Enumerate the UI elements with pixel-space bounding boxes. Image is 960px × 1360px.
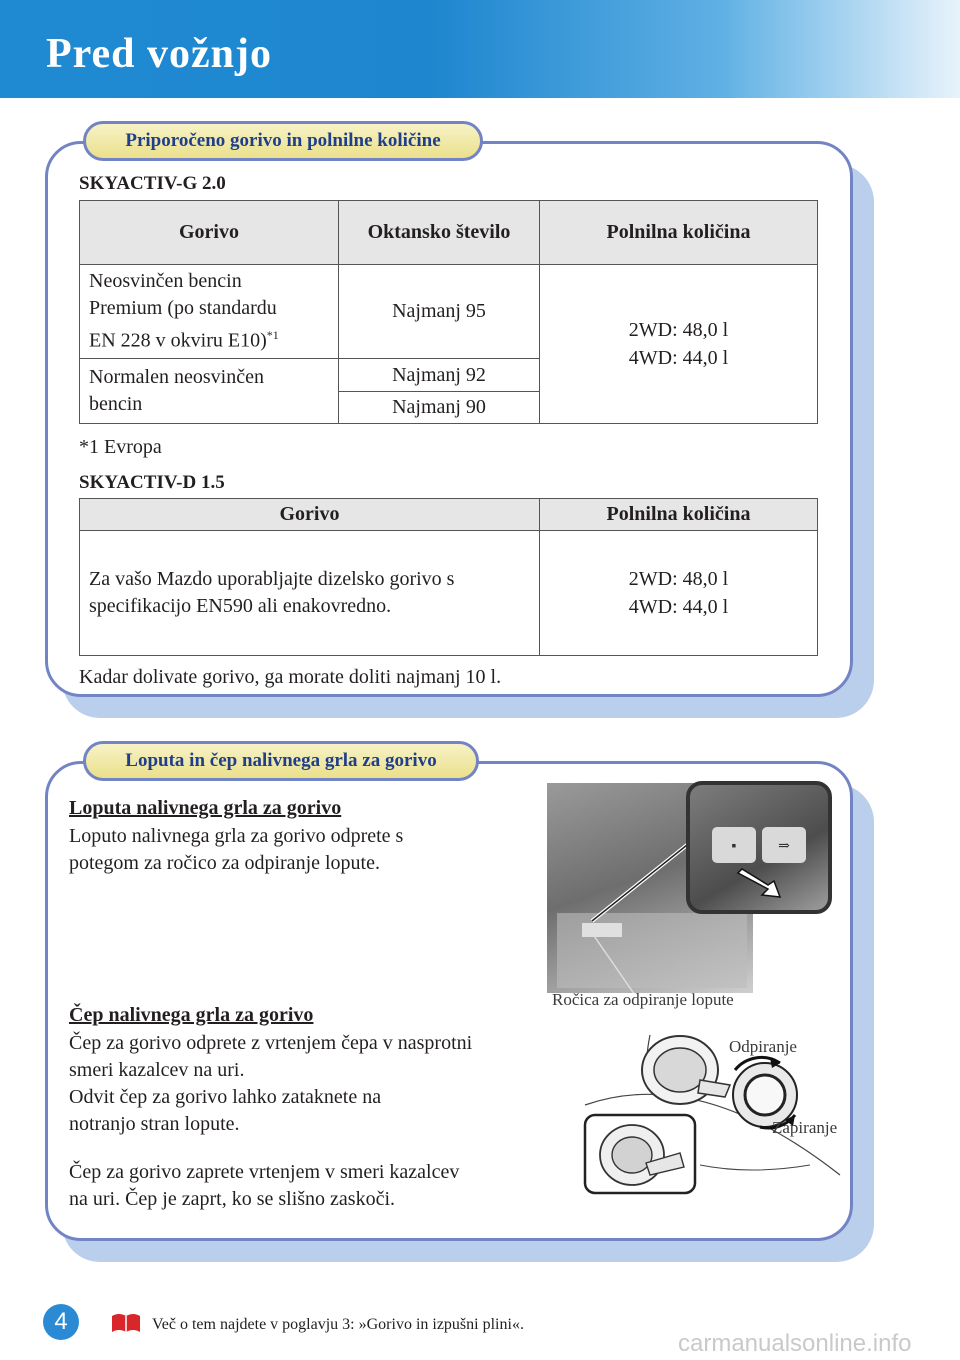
page-title: Pred vožnjo [46,31,273,77]
lever-inset [686,781,832,914]
book-icon [110,1310,142,1334]
footer-reference: Več o tem najdete v poglavju 3: »Gorivo in izpušni plini«. [152,1316,524,1333]
lid-title: Loputa nalivnega grla za gorivo [69,797,342,819]
table-cell-fuel-normal: Normalen neosvinčen bencin [80,359,339,424]
table-header-fuel-d: Gorivo [80,499,540,531]
table-cell-capacity: 2WD: 48,0 l 4WD: 44,0 l [540,265,818,424]
page-number: 4 [43,1304,79,1340]
table-cell-octane-90: Najmanj 90 [339,392,540,424]
cap-description: Čep za gorivo odprete z vrtenjem čepa v nasprotni smeri kazalcev na uri. Odvit čep za gorivo lahko zataknete na notranjo stran lopute. [69,1032,473,1135]
lid-description: Loputo nalivnega grla za gorivo odprete s potegom za ročico za odpiranje lopute. [69,825,404,874]
watermark: carmanualsonline.info [678,1330,912,1357]
skyactiv-g-table [79,200,818,424]
skyactiv-d-title: SKYACTIV-D 1.5 [79,472,225,493]
table-cell-octane-92: Najmanj 92 [339,359,540,392]
svg-text:▪: ▪ [731,839,737,854]
svg-text:⇒: ⇒ [778,839,790,854]
table-cell-diesel-fuel: Za vašo Mazdo uporabljajte dizelsko gorivo s specifikacijo EN590 ali enakovredno. [80,531,540,656]
section1-heading: Priporočeno gorivo in polnilne količine [83,121,483,161]
fuel-cap-illustration [580,1025,850,1200]
lever-inset-drawing [690,785,828,910]
skyactiv-d-table [79,498,818,656]
table-header-octane: Oktansko število [339,201,540,265]
table-cell-fuel-premium: Neosvinčen bencin Premium (po standardu EN 228 v okviru E10)$^{*1}$ [80,265,339,359]
table-cell-octane-95: Najmanj 95 [339,265,540,359]
cap-close-description: Čep za gorivo zaprete vrtenjem v smeri kazalcev na uri. Čep je zaprt, ko se slišno zaskoči. [69,1161,460,1210]
table-header-capacity-d: Polnilna količina [540,499,818,531]
cap-title: Čep nalivnega grla za gorivo [69,1004,314,1026]
refuel-note: Kadar dolivate gorivo, ga morate doliti najmanj 10 l. [79,666,502,688]
footnote-europe: *1 Evropa [79,436,162,458]
label-open: Odpiranje [729,1037,797,1056]
lever-caption: Ročica za odpiranje lopute [552,990,734,1009]
section2-heading: Loputa in čep nalivnega grla za gorivo [83,741,479,781]
table-cell-diesel-capacity: 2WD: 48,0 l 4WD: 44,0 l [540,531,818,656]
table-header-fuel: Gorivo [80,201,339,265]
table-header-capacity: Polnilna količina [540,201,818,265]
label-close: Zapiranje [772,1118,838,1137]
page-header [0,0,960,98]
skyactiv-g-title: SKYACTIV-G 2.0 [79,173,226,194]
